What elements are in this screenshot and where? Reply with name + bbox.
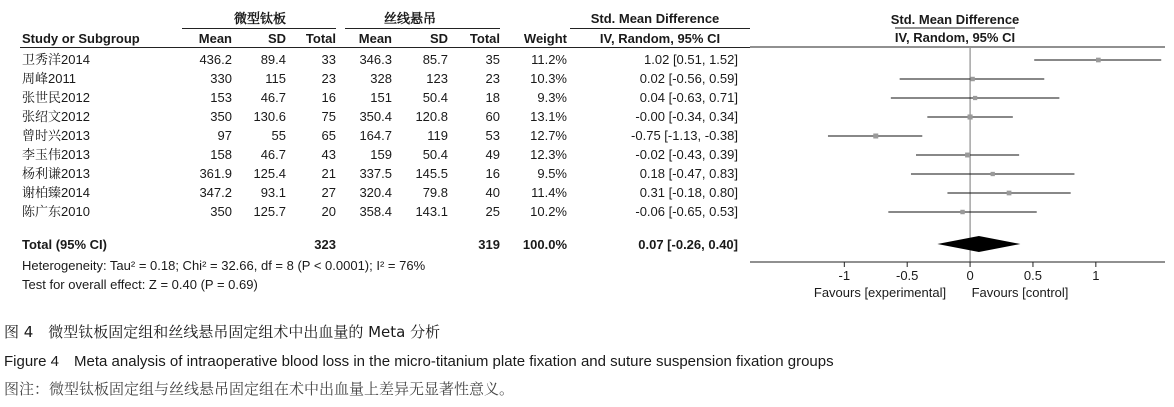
- mean1: 97: [217, 128, 232, 143]
- total1: 27: [321, 185, 336, 200]
- pooled-diamond: [937, 236, 1020, 252]
- heterogeneity-text: Heterogeneity: Tau² = 0.18; Chi² = 32.66, df = 8 (P < 0.0001); I² = 76%: [22, 258, 426, 273]
- study-name: 卫秀洋2014: [22, 52, 90, 67]
- total-label: Total (95% CI): [22, 237, 107, 252]
- total2: 53: [485, 128, 500, 143]
- study-name: 李玉伟2013: [22, 147, 90, 162]
- overall-effect-text: Test for overall effect: Z = 0.40 (P = 0.69): [22, 277, 258, 292]
- total1: 21: [321, 166, 336, 181]
- col-header-sd1: SD: [267, 31, 286, 46]
- total1: 16: [321, 90, 336, 105]
- sd1: 46.7: [260, 147, 286, 162]
- total-ci: 0.07 [-0.26, 0.40]: [638, 237, 738, 252]
- study-name: 谢柏臻2014: [22, 185, 90, 200]
- col-header-study: Study or Subgroup: [22, 31, 140, 46]
- study-name: 张绍文2012: [22, 109, 90, 124]
- sd1: 115: [265, 71, 286, 86]
- total2: 35: [485, 52, 500, 67]
- mean1: 330: [210, 71, 232, 86]
- study-name: 曾时兴2013: [22, 128, 90, 143]
- sd1: 125.7: [253, 204, 286, 219]
- weight: 10.2%: [530, 204, 567, 219]
- effect-square: [873, 134, 878, 139]
- weight: 9.3%: [537, 90, 567, 105]
- x-tick-label: -0.5: [895, 268, 919, 283]
- study-name: 杨利谦2013: [22, 166, 90, 181]
- x-tick-label: 1: [1092, 268, 1100, 283]
- total-n1: 323: [314, 237, 336, 252]
- col-header-ci: IV, Random, 95% CI: [599, 31, 721, 46]
- group2-header: 丝线悬吊: [383, 11, 436, 26]
- total-n2: 319: [478, 237, 500, 252]
- effect-square: [970, 77, 974, 81]
- forest-plot: [740, 0, 1174, 305]
- sd1: 46.7: [260, 90, 286, 105]
- col-header-mean2: Mean: [358, 31, 392, 46]
- col-header-total2: Total: [469, 31, 500, 46]
- total2: 18: [485, 90, 500, 105]
- sd2: 143.1: [415, 204, 448, 219]
- sd2: 120.8: [415, 109, 448, 124]
- effect-square: [1007, 191, 1012, 196]
- effect-square: [968, 114, 973, 119]
- sd2: 123: [426, 71, 448, 86]
- sd2: 50.4: [422, 147, 448, 162]
- total2: 23: [485, 71, 500, 86]
- effect-square: [973, 96, 977, 100]
- total2: 40: [485, 185, 500, 200]
- ci: 0.31 [-0.18, 0.80]: [639, 185, 738, 200]
- sd1: 55: [271, 128, 286, 143]
- total1: 33: [321, 52, 336, 67]
- col-header-sd2: SD: [429, 31, 448, 46]
- weight: 10.3%: [530, 71, 567, 86]
- forest-plot-title: Std. Mean Difference: [890, 12, 1020, 27]
- caption-note: 图注：微型钛板固定组与丝线悬吊固定组在术中出血量上差异无显著性意义。: [4, 380, 515, 398]
- mean2: 164.7: [359, 128, 392, 143]
- caption-en: Figure 4 Meta analysis of intraoperative blood loss in the micro-titanium plate fixation and suture suspension fixation groups: [4, 353, 834, 370]
- col-header-mean1: Mean: [198, 31, 232, 46]
- mean2: 328: [370, 71, 392, 86]
- total2: 60: [485, 109, 500, 124]
- sd2: 79.8: [422, 185, 448, 200]
- effect-square: [991, 172, 995, 176]
- x-label-right: Favours [control]: [971, 285, 1069, 300]
- total1: 65: [321, 128, 336, 143]
- weight: 12.7%: [530, 128, 567, 143]
- sd1: 93.1: [260, 185, 286, 200]
- total1: 20: [321, 204, 336, 219]
- total1: 23: [321, 71, 336, 86]
- sd1: 89.4: [260, 52, 286, 67]
- ci: -0.02 [-0.43, 0.39]: [635, 147, 738, 162]
- total1: 43: [321, 147, 336, 162]
- x-label-left: Favours [experimental]: [813, 285, 947, 300]
- mean1: 153: [210, 90, 232, 105]
- mean1: 347.2: [199, 185, 232, 200]
- group1-header: 微型钛板: [233, 11, 286, 26]
- total2: 25: [485, 204, 500, 219]
- mean2: 350.4: [359, 109, 392, 124]
- sd2: 85.7: [422, 52, 448, 67]
- forest-plot-subtitle: IV, Random, 95% CI: [894, 30, 1016, 45]
- mean2: 337.5: [359, 166, 392, 181]
- total-weight: 100.0%: [522, 237, 567, 252]
- effect-square: [960, 210, 964, 214]
- sd1: 130.6: [253, 109, 286, 124]
- weight: 11.4%: [531, 185, 567, 200]
- mean1: 436.2: [199, 52, 232, 67]
- effect-square: [1096, 58, 1101, 63]
- ci: 0.02 [-0.56, 0.59]: [639, 71, 738, 86]
- total2: 49: [485, 147, 500, 162]
- sd2: 145.5: [415, 166, 448, 181]
- weight: 12.3%: [530, 147, 567, 162]
- mean2: 358.4: [359, 204, 392, 219]
- weight: 9.5%: [537, 166, 567, 181]
- weight: 13.1%: [530, 109, 567, 124]
- ci: -0.00 [-0.34, 0.34]: [635, 109, 738, 124]
- sd1: 125.4: [253, 166, 286, 181]
- x-tick-label: -1: [838, 268, 851, 283]
- mean1: 361.9: [199, 166, 232, 181]
- col-header-weight: Weight: [523, 31, 567, 46]
- effect-square: [965, 153, 970, 158]
- study-name: 陈广东2010: [22, 204, 90, 219]
- x-tick-label: 0: [966, 268, 974, 283]
- ci: -0.75 [-1.13, -0.38]: [631, 128, 738, 143]
- x-tick-label: 0.5: [1023, 268, 1042, 283]
- study-name: 张世民2012: [22, 90, 90, 105]
- col-header-total1: Total: [305, 31, 336, 46]
- mean2: 151: [370, 90, 392, 105]
- weight: 11.2%: [531, 52, 567, 67]
- mean1: 350: [210, 204, 232, 219]
- mean2: 320.4: [359, 185, 392, 200]
- study-name: 周峰2011: [22, 71, 76, 86]
- sd2: 50.4: [422, 90, 448, 105]
- mean2: 159: [370, 147, 392, 162]
- mean2: 346.3: [359, 52, 392, 67]
- ci: 0.18 [-0.47, 0.83]: [639, 166, 738, 181]
- mean1: 158: [210, 147, 232, 162]
- total2: 16: [485, 166, 500, 181]
- ci: 1.02 [0.51, 1.52]: [644, 52, 738, 67]
- mean1: 350: [210, 109, 232, 124]
- ci: -0.06 [-0.65, 0.53]: [635, 204, 738, 219]
- ci: 0.04 [-0.63, 0.71]: [639, 90, 738, 105]
- smd-underline: [570, 28, 750, 29]
- total1: 75: [321, 109, 336, 124]
- caption-zh: 图 4 微型钛板固定组和丝线悬吊固定组术中出血量的 Meta 分析: [4, 323, 441, 341]
- sd2: 119: [427, 128, 448, 143]
- group1-underline: [182, 28, 336, 29]
- smd-table-header: Std. Mean Difference: [590, 11, 720, 26]
- group2-underline: [345, 28, 500, 29]
- header-bottom-rule: [20, 47, 750, 48]
